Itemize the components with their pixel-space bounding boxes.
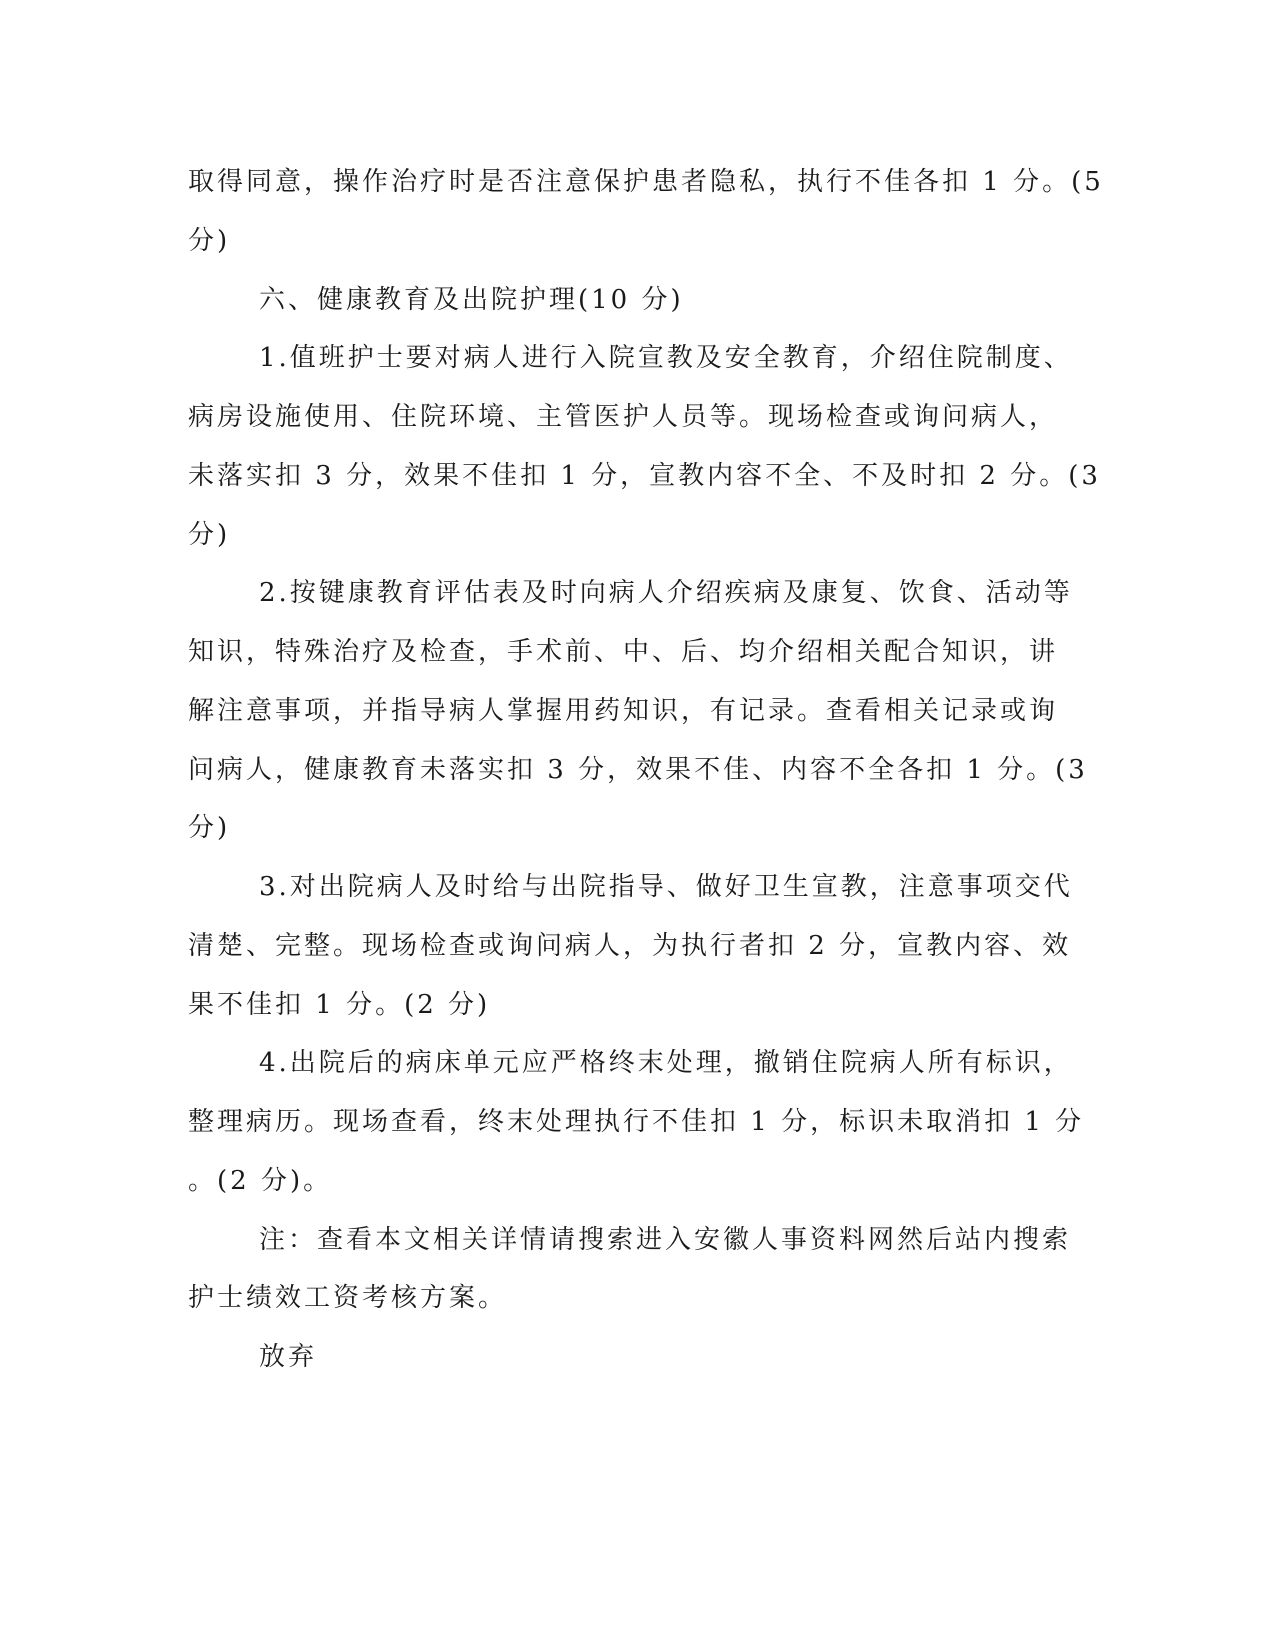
body-text-line: 4.出院后的病床单元应严格终末处理，撤销住院病人所有标识， <box>259 1048 1073 1078</box>
note-text-line: 护士绩效工资考核方案。 <box>188 1283 508 1313</box>
body-text-line: 取得同意，操作治疗时是否注意保护患者隐私，执行不佳各扣 1 分。(5 <box>188 167 1104 197</box>
body-text-line: 分) <box>188 226 231 256</box>
body-text-line: 分) <box>188 813 231 843</box>
trailing-text: 放弃 <box>259 1342 318 1372</box>
body-text-line: 知识，特殊治疗及检查，手术前、中、后、均介绍相关配合知识，讲 <box>188 637 1059 667</box>
body-text-line: 病房设施使用、住院环境、主管医护人员等。现场检查或询问病人， <box>188 402 1059 432</box>
body-text-line: 整理病历。现场查看，终末处理执行不佳扣 1 分，标识未取消扣 1 分 <box>188 1107 1085 1137</box>
body-text-line: 问病人，健康教育未落实扣 3 分，效果不佳、内容不全各扣 1 分。(3 <box>188 755 1088 785</box>
note-text-line: 注：查看本文相关详情请搜索进入安徽人事资料网然后站内搜索 <box>259 1225 1072 1255</box>
body-text-line: 3.对出院病人及时给与出院指导、做好卫生宣教，注意事项交代 <box>259 872 1073 902</box>
body-text-line: 。(2 分)。 <box>188 1166 333 1196</box>
body-text-line: 果不佳扣 1 分。(2 分) <box>188 990 491 1020</box>
section-heading: 六、健康教育及出院护理(10 分) <box>259 285 684 315</box>
body-text-line: 1.值班护士要对病人进行入院宣教及安全教育，介绍住院制度、 <box>259 343 1073 373</box>
body-text-line: 分) <box>188 520 231 550</box>
body-text-line: 2.按键康教育评估表及时向病人介绍疾病及康复、饮食、活动等 <box>259 578 1073 608</box>
body-text-line: 未落实扣 3 分，效果不佳扣 1 分，宣教内容不全、不及时扣 2 分。(3 <box>188 461 1101 491</box>
body-text-line: 解注意事项，并指导病人掌握用药知识，有记录。查看相关记录或询 <box>188 696 1059 726</box>
body-text-line: 清楚、完整。现场检查或询问病人，为执行者扣 2 分，宣教内容、效 <box>188 931 1072 961</box>
